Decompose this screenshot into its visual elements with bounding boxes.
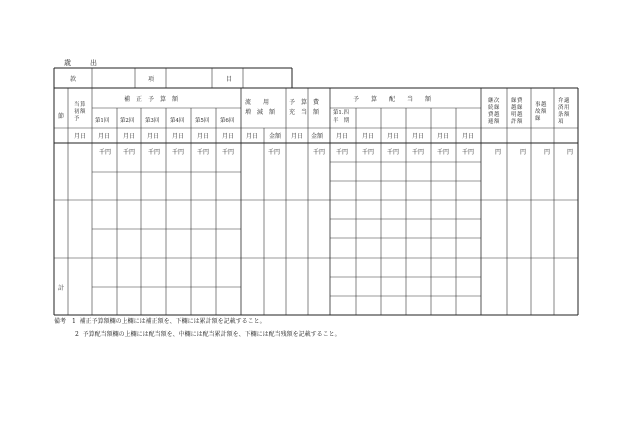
moku-label: 目 — [226, 76, 233, 83]
unit-senen: 千円 — [387, 149, 400, 156]
unit-senen: 千円 — [197, 149, 210, 156]
unit-en: 円 — [495, 149, 502, 156]
hosei-col-1: 第1回 — [95, 118, 110, 124]
kou-label: 項 — [148, 76, 155, 83]
amount-label: 金額 — [269, 133, 282, 140]
haito-group-header: 予 算 配 当 額 — [353, 96, 432, 103]
unit-senen: 千円 — [123, 149, 136, 156]
meikyo-header: 繰越明許費繰越額 — [511, 98, 523, 125]
note-1-text: 補正予算額欄の上欄には補正額を、下欄には累計額を記載すること。 — [79, 318, 266, 325]
hosei-col-6: 第6回 — [220, 118, 235, 124]
unit-senen: 千円 — [222, 149, 235, 156]
unit-senen: 千円 — [412, 149, 425, 156]
unit-senen: 千円 — [99, 149, 112, 156]
unit-en: 円 — [544, 149, 551, 156]
unit-senen: 千円 — [313, 149, 326, 156]
date-label: 月日 — [437, 133, 450, 140]
unit-senen: 千円 — [148, 149, 161, 156]
note-1-prefix: 備考 1 — [54, 318, 76, 325]
unit-senen: 千円 — [362, 149, 375, 156]
date-label: 月日 — [387, 133, 400, 140]
unit-senen: 千円 — [268, 149, 281, 156]
yobi-header-2: 充 当 額 — [289, 109, 320, 116]
date-label: 月日 — [246, 133, 259, 140]
unit-senen: 千円 — [437, 149, 450, 156]
hosei-group-header: 補 正 予 算 額 — [124, 96, 179, 103]
date-label: 月日 — [74, 133, 87, 140]
date-label: 月日 — [222, 133, 235, 140]
jiko-header: 事故繰越額 — [535, 102, 547, 122]
hosei-col-3: 第3回 — [145, 118, 160, 124]
ryuyo-header-2: 増 減 額 — [245, 109, 276, 116]
unit-senen: 千円 — [336, 149, 349, 156]
note-1 — [54, 318, 266, 326]
unit-en: 円 — [520, 149, 527, 156]
yobi-header-1: 予 算 費 — [289, 99, 320, 106]
setsu-header: 節 — [58, 113, 65, 120]
total-label: 計 — [58, 285, 65, 292]
haito-first-2: 半 期 — [333, 118, 350, 124]
haito-first-1: 第1.四 — [333, 110, 349, 116]
date-label: 月日 — [147, 133, 160, 140]
unit-en: 円 — [567, 149, 574, 156]
keizoku-header: 継続費逓次繰越額 — [488, 98, 500, 125]
unit-senen: 千円 — [172, 149, 185, 156]
amount-label: 金額 — [311, 133, 324, 140]
note-2 — [75, 331, 341, 339]
date-label: 月日 — [412, 133, 425, 140]
tousho-header: 当初予算額 — [74, 102, 86, 122]
date-label: 月日 — [197, 133, 210, 140]
hosei-col-2: 第2回 — [120, 118, 135, 124]
date-label: 月日 — [98, 133, 111, 140]
page-title: 歳 出 — [64, 59, 103, 67]
bensai-header: 弁済条項適用額 — [558, 98, 570, 125]
hosei-col-5: 第5回 — [195, 118, 210, 124]
note-2-text: 予算配当額欄の上欄には配当額を、中欄には配当累計額を、下欄には配当残額を記載すること。 — [82, 331, 341, 338]
note-2-prefix: 2 — [75, 331, 79, 338]
date-label: 月日 — [172, 133, 185, 140]
date-label: 月日 — [336, 133, 349, 140]
unit-senen: 千円 — [462, 149, 475, 156]
date-label: 月日 — [123, 133, 136, 140]
date-label: 月日 — [462, 133, 475, 140]
date-label: 月日 — [362, 133, 375, 140]
hosei-col-4: 第4回 — [170, 118, 185, 124]
date-label: 月日 — [291, 133, 304, 140]
ryuyo-header-1: 流 用 — [245, 99, 270, 106]
kan-label: 款 — [70, 76, 77, 83]
